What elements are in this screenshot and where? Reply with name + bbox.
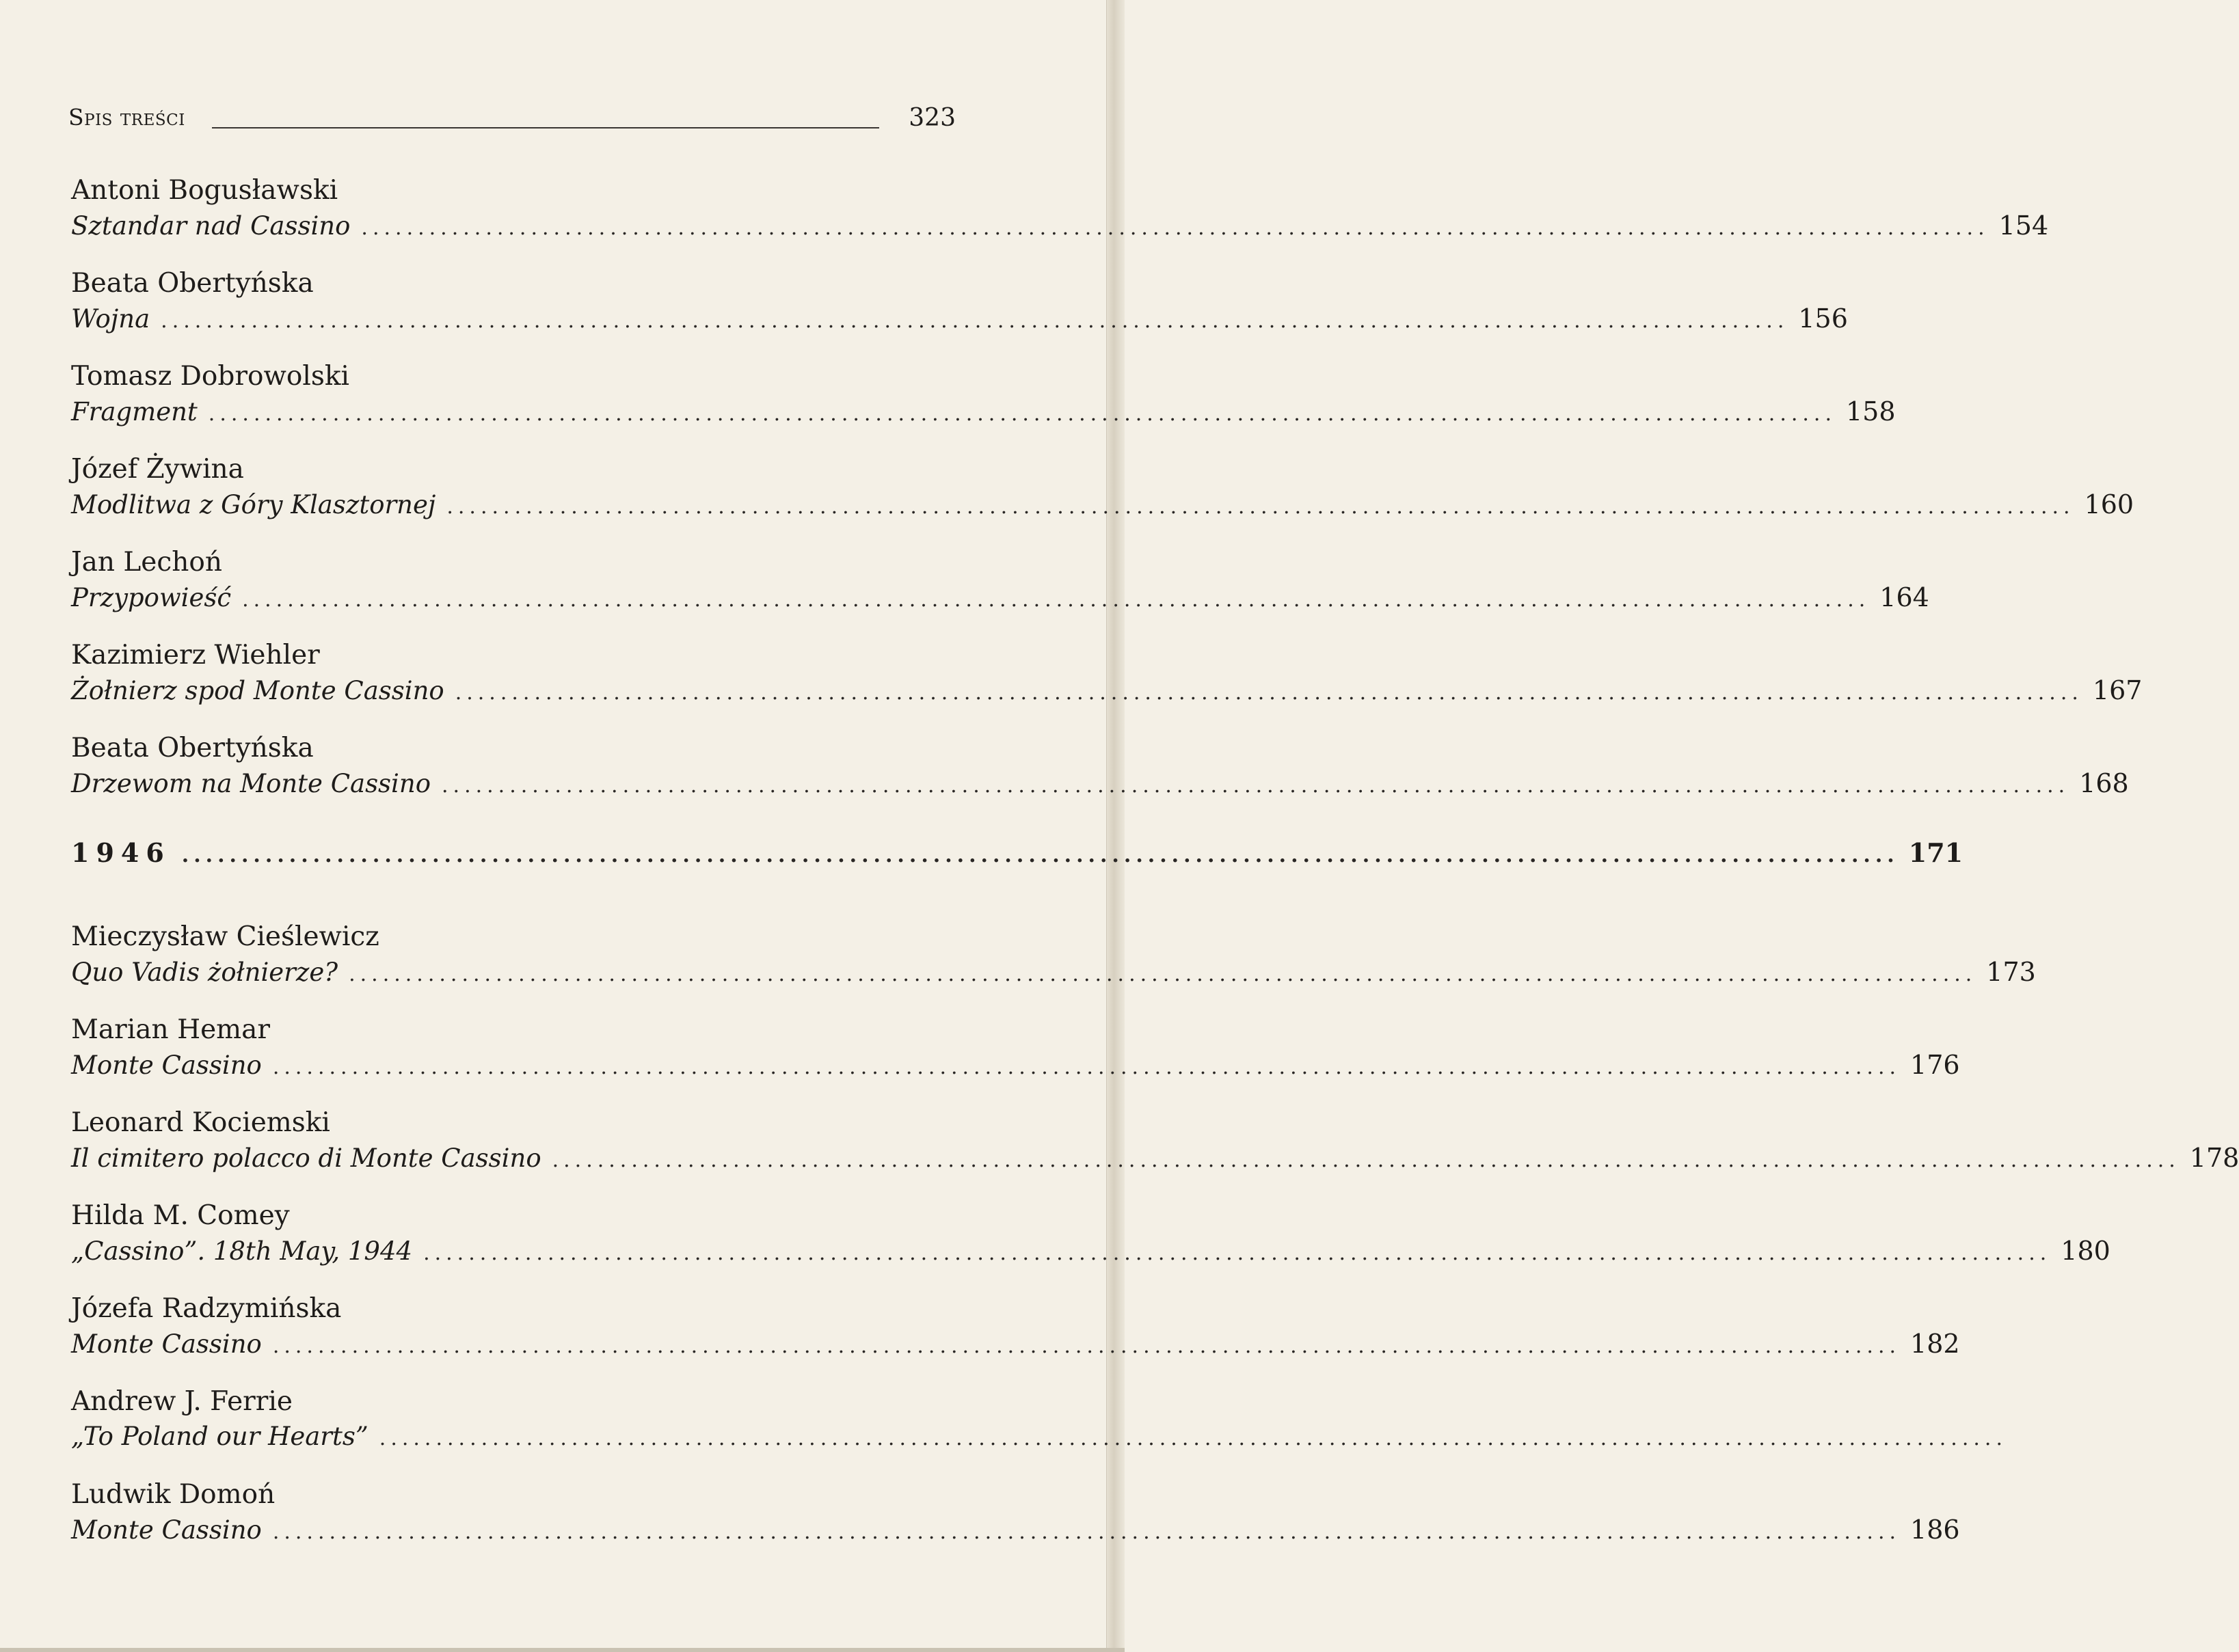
entry-title-line (71, 675, 2143, 711)
entry-work: Fragment (71, 397, 198, 426)
entry-work: Monte Cassino (71, 1051, 262, 1080)
entry-work: Przypowieść (71, 583, 232, 612)
dot-leader: ................................................................................................................................................ (272, 1520, 1901, 1544)
running-head-rule (212, 127, 879, 128)
entry-author: Kazimierz Wiehler (71, 640, 320, 671)
entry-title-line (71, 957, 2036, 992)
entry-page: 156 (1798, 303, 1848, 334)
dot-leader: ................................................................................................................................................ (349, 962, 1977, 986)
entry-title-line (71, 768, 2129, 804)
running-head-title: Spis treści (68, 104, 185, 131)
dot-leader: ................................................................................................................................................ (361, 216, 1989, 240)
entry-author: Józef Żywina (71, 454, 244, 485)
toc-entry (71, 1293, 1960, 1375)
toc-entry (71, 1014, 1960, 1096)
entry-work: Wojna (71, 304, 150, 334)
entry-author: Józefa Radzymińska (71, 1293, 342, 1324)
entry-work: Monte Cassino (71, 1515, 262, 1545)
page-number: 323 (909, 104, 956, 132)
entry-title-line (71, 1236, 2110, 1271)
entry-author: Jan Lechoń (71, 547, 222, 578)
section-year: 1946 (71, 837, 171, 868)
dot-leader: ................................................................................................................................................ (552, 1148, 2180, 1172)
entry-work: Żołnierz spod Monte Cassino (71, 676, 444, 705)
dot-leader: ................................................................................................................................................ (455, 681, 2083, 705)
entry-title-line (71, 1422, 2007, 1457)
entry-page: 167 (2092, 675, 2143, 705)
entry-page: 168 (2079, 768, 2129, 798)
entry-work: Sztandar nad Cassino (71, 211, 351, 241)
entry-author: Beata Obertyńska (71, 733, 314, 763)
toc-entry (71, 1479, 1960, 1561)
entry-title-line (71, 1329, 1960, 1364)
dot-leader: ................................................................................................................................................ (272, 1055, 1901, 1079)
section-page: 171 (1908, 837, 1963, 868)
entry-author: Leonard Kociemski (71, 1107, 330, 1138)
entry-page: 173 (1986, 957, 2036, 987)
entry-work: „To Poland our Hearts” (71, 1422, 368, 1451)
entry-page: 186 (1910, 1515, 1960, 1545)
entry-author: Mieczysław Cieślewicz (71, 921, 379, 952)
entry-author: Hilda M. Comey (71, 1200, 290, 1231)
entry-page: 180 (2061, 1236, 2110, 1266)
entry-page: 176 (1910, 1050, 1960, 1080)
page-edge (1106, 0, 1125, 1652)
entry-work: Monte Cassino (71, 1329, 262, 1359)
toc-entry (71, 1200, 2110, 1282)
toc-entry (71, 1386, 2007, 1468)
entry-work: Il cimitero polacco di Monte Cassino (71, 1143, 541, 1173)
dot-leader: ................................................................................................................................................ (272, 1334, 1901, 1358)
toc-entry (71, 175, 2049, 257)
entry-author: Antoni Bogusławski (71, 175, 338, 206)
entry-page: 178 (2189, 1143, 2239, 1173)
entry-title-line (71, 1143, 2239, 1178)
dot-leader: ................................................................................................................................................ (208, 402, 1836, 426)
toc-entry (71, 733, 2129, 815)
entry-author: Marian Hemar (71, 1014, 271, 1045)
page-bottom-edge (0, 1648, 1125, 1652)
toc-entry (71, 1107, 2239, 1189)
entry-page: 154 (1998, 211, 2049, 241)
entry-page: 164 (1879, 582, 1929, 612)
entry-title-line (71, 1050, 1960, 1085)
toc-entry (71, 547, 1929, 629)
entry-author: Tomasz Dobrowolski (71, 361, 349, 392)
dot-leader: ................................................................................................................................................ (446, 495, 2075, 519)
entry-title-line (71, 1515, 1960, 1550)
entry-page: 160 (2084, 489, 2134, 519)
entry-work: Drzewom na Monte Cassino (71, 769, 431, 798)
entry-work: Quo Vadis żołnierze? (71, 958, 338, 987)
dot-leader: ................................................................................................................................................ (242, 588, 1871, 612)
dot-leader: ................................................................................................................................................ (379, 1426, 2007, 1450)
dot-leader: ................................................................................................................................................ (423, 1241, 2052, 1265)
dot-leader: ................................................................................................................................................ (161, 309, 1789, 333)
entry-title-line (71, 489, 2134, 525)
entry-title-line (71, 211, 2049, 246)
entry-title-line (71, 303, 1848, 339)
entry-title-line (71, 582, 1929, 618)
entry-author: Ludwik Domoń (71, 1479, 276, 1510)
running-head (68, 104, 956, 138)
toc-entry (71, 454, 2134, 536)
toc-entry (71, 921, 2036, 1003)
toc-entry (71, 268, 1848, 350)
entry-author: Andrew J. Ferrie (71, 1386, 293, 1417)
toc-entry (71, 361, 1896, 443)
entry-page: 182 (1910, 1329, 1960, 1359)
entry-page: 158 (1846, 396, 1896, 426)
entry-work: „Cassino”. 18th May, 1944 (71, 1236, 413, 1266)
dot-leader: ................................................................................................................................................ (181, 843, 1899, 867)
dot-leader: ................................................................................................................................................ (442, 774, 2070, 798)
entry-author: Beata Obertyńska (71, 268, 314, 299)
entry-work: Modlitwa z Góry Klasztornej (71, 490, 436, 519)
toc-entry (71, 640, 2143, 722)
entry-title-line (71, 396, 1896, 432)
section-year-line (71, 837, 1963, 873)
